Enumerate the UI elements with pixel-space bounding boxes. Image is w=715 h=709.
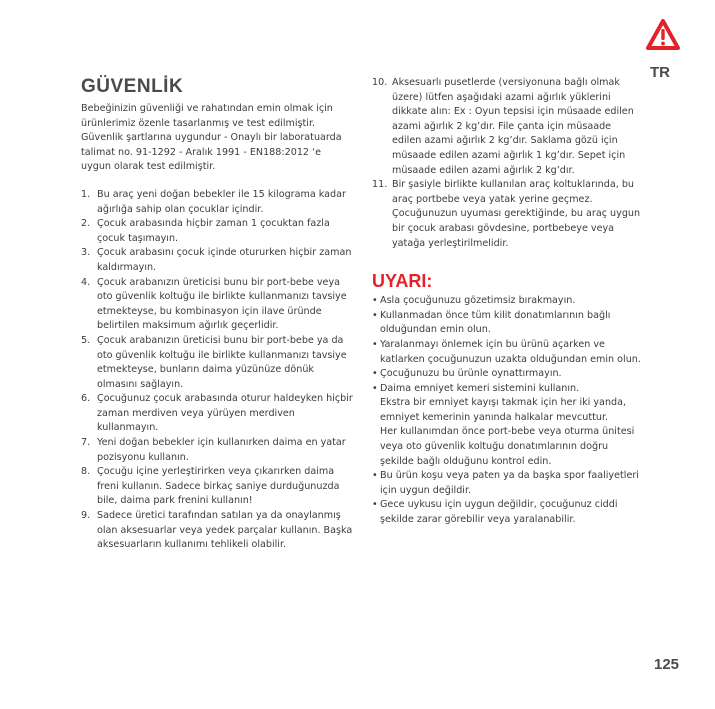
warning-title: UYARI:: [372, 271, 433, 292]
bullet-item: [372, 382, 642, 397]
item-number: 5.: [81, 334, 91, 346]
bullet-item: [372, 338, 642, 367]
list-item: [81, 217, 353, 246]
bullet-item: [372, 469, 642, 498]
bullet-text: Çocuğunuzu bu ürünle oynattırmayın.: [380, 368, 562, 380]
item-number: 1.: [81, 188, 91, 200]
bullet-text: Bu ürün koşu veya paten ya da başka spor faaliyetleri için uygun değildir.: [380, 470, 639, 496]
bullet-icon: •: [372, 499, 378, 511]
item-number: 3.: [81, 247, 91, 259]
safety-intro: Bebeğinizin güvenliği ve rahatından emin olmak için ürünlerimiz özenle tasarlanmış ve test edilmiştir. Güvenlik şartlarına uygundur - Onaylı bir laboratuarda talimat no. 91-1292 - Aralık 1991 - EN188:2012 ‘e uygun olarak test edilmiştir.: [81, 103, 342, 173]
item-number: 4.: [81, 276, 91, 288]
seatbelt-check-note: Her kullanımdan önce port-bebe veya oturma ünitesi veya oto güvenlik koltuğu donatımlarının doğru şekilde bağlı olduğunu kontrol edin.: [380, 426, 635, 467]
list-item: [372, 76, 642, 178]
bullet-icon: •: [372, 338, 378, 350]
bullet-text: Yaralanmayı önlemek için bu ürünü açarken ve katlarken çocuğunuzun uzakta olduğundan emin olun.: [380, 338, 641, 365]
safety-title: GÜVENLİK: [81, 76, 184, 97]
safety-list-left: [81, 188, 353, 553]
warning-list: [372, 294, 642, 396]
bullet-item: [372, 498, 642, 527]
warning-triangle-icon: [645, 18, 681, 52]
item-text: Çocuğu içine yerleştirirken veya çıkarırken daima freni kullanın. Sadece birkaç saniye durduğunuzda bile, daima park frenini kullanın!: [97, 466, 340, 507]
item-text: Çocuk arabasını çocuk içinde otururken hiçbir zaman kaldırmayın.: [97, 247, 352, 273]
bullet-item: [372, 367, 642, 382]
item-text: Yeni doğan bebekler için kullanırken daima en yatar pozisyonu kullanın.: [97, 437, 346, 463]
seatbelt-extra-note: Ekstra bir emniyet kayışı takmak için her iki yanda, emniyet kemerinin yanında halkalar mevcuttur.: [380, 397, 627, 423]
item-text: Aksesuarlı pusetlerde (versiyonuna bağlı olmak üzere) lütfen aşağıdaki azami ağırlık yüklerini dikkate alın: Ex : Oyun tepsisi için müsaade edilen azami ağırlık 2 kg’dır. File çanta için müsaade edilen azami ağırlık 2 kg’dır. Saklama gözü için müsaade edilen azami ağırlık 1 kg’dır. Sepet için müsaade edilen azami ağırlık 2 kg’dır.: [392, 77, 634, 176]
list-item: [81, 509, 353, 553]
item-number: 11.: [372, 179, 388, 191]
safety-section: [81, 76, 353, 553]
bullet-icon: •: [372, 295, 378, 307]
item-number: 9.: [81, 510, 91, 522]
language-code: TR: [650, 64, 670, 81]
bullet-text: Kullanmadan önce tüm kilit donatımlarının bağlı olduğundan emin olun.: [380, 309, 611, 336]
item-text: Çocuk arabanızın üreticisi bunu bir port-bebe veya oto güvenlik koltuğu ile birlikte kullanmanızı tavsiye etmekteyse, bu kombinasyon için ilave üründe belirtilen maksimum ağırlık geçerlidir.: [97, 276, 347, 332]
list-item: [81, 465, 353, 509]
list-item: [81, 188, 353, 217]
item-number: 8.: [81, 466, 91, 478]
list-item: [81, 276, 353, 334]
bullet-icon: •: [372, 470, 378, 482]
item-text: Sadece üretici tarafından satılan ya da onaylanmış olan aksesuarlar veya yedek parçalar kullanın. Başka aksesuarların kullanımı tehlikeli olabilir.: [97, 510, 353, 551]
bullet-icon: •: [372, 382, 378, 394]
bullet-text: Daima emniyet kemeri sistemini kullanın.: [380, 382, 580, 394]
bullet-icon: •: [372, 368, 378, 380]
item-text: Bu araç yeni doğan bebekler ile 15 kilograma kadar ağırlığa sahip olan çocuklar içindir.: [97, 188, 346, 215]
bullet-text: Asla çocuğunuzu gözetimsiz bırakmayın.: [380, 295, 576, 307]
item-number: 2.: [81, 218, 91, 230]
item-text: Çocuk arabanızın üreticisi bunu bir port-bebe ya da oto güvenlik koltuğu ile birlikte kullanmanızı tavsiye etmekteyse, bunların daima yüzünüze dönük olmasını sağlayın.: [97, 334, 347, 390]
list-item: [81, 246, 353, 275]
bullet-item: [372, 294, 642, 309]
list-item: [81, 436, 353, 465]
item-text: Bir şasiyle birlikte kullanılan araç koltuklarında, bu araç portbebe veya yatak yerine geçmez. Çocuğunuzun uyuması gerektiğinde, bu araç uygun bir çocuk arabası gövdesine, portbebeye veya yatağa yerleştirilmelidir.: [392, 179, 641, 249]
item-text: Çocuğunuz çocuk arabasında oturur haldeyken hiçbir zaman merdiven veya yürüyen merdiven kullanmayın.: [97, 393, 353, 434]
safety-list-right: [372, 76, 642, 251]
bullet-icon: •: [372, 309, 378, 321]
bullet-text: Gece uykusu için uygun değildir, çocuğunuz ciddi şekilde zarar görebilir veya yaralanabilir.: [380, 499, 618, 526]
item-number: 10.: [372, 77, 388, 88]
bullet-item: [372, 309, 642, 338]
list-item: [81, 392, 353, 436]
item-text: Çocuk arabasında hiçbir zaman 1 çocuktan fazla çocuk taşımayın.: [97, 218, 330, 244]
list-item: [81, 334, 353, 392]
item-number: 7.: [81, 437, 91, 449]
list-item: [372, 178, 642, 251]
item-number: 6.: [81, 393, 91, 405]
warning-list-continued: [372, 469, 642, 527]
safety-section-continued: [372, 76, 642, 528]
page-number: 125: [654, 656, 680, 673]
